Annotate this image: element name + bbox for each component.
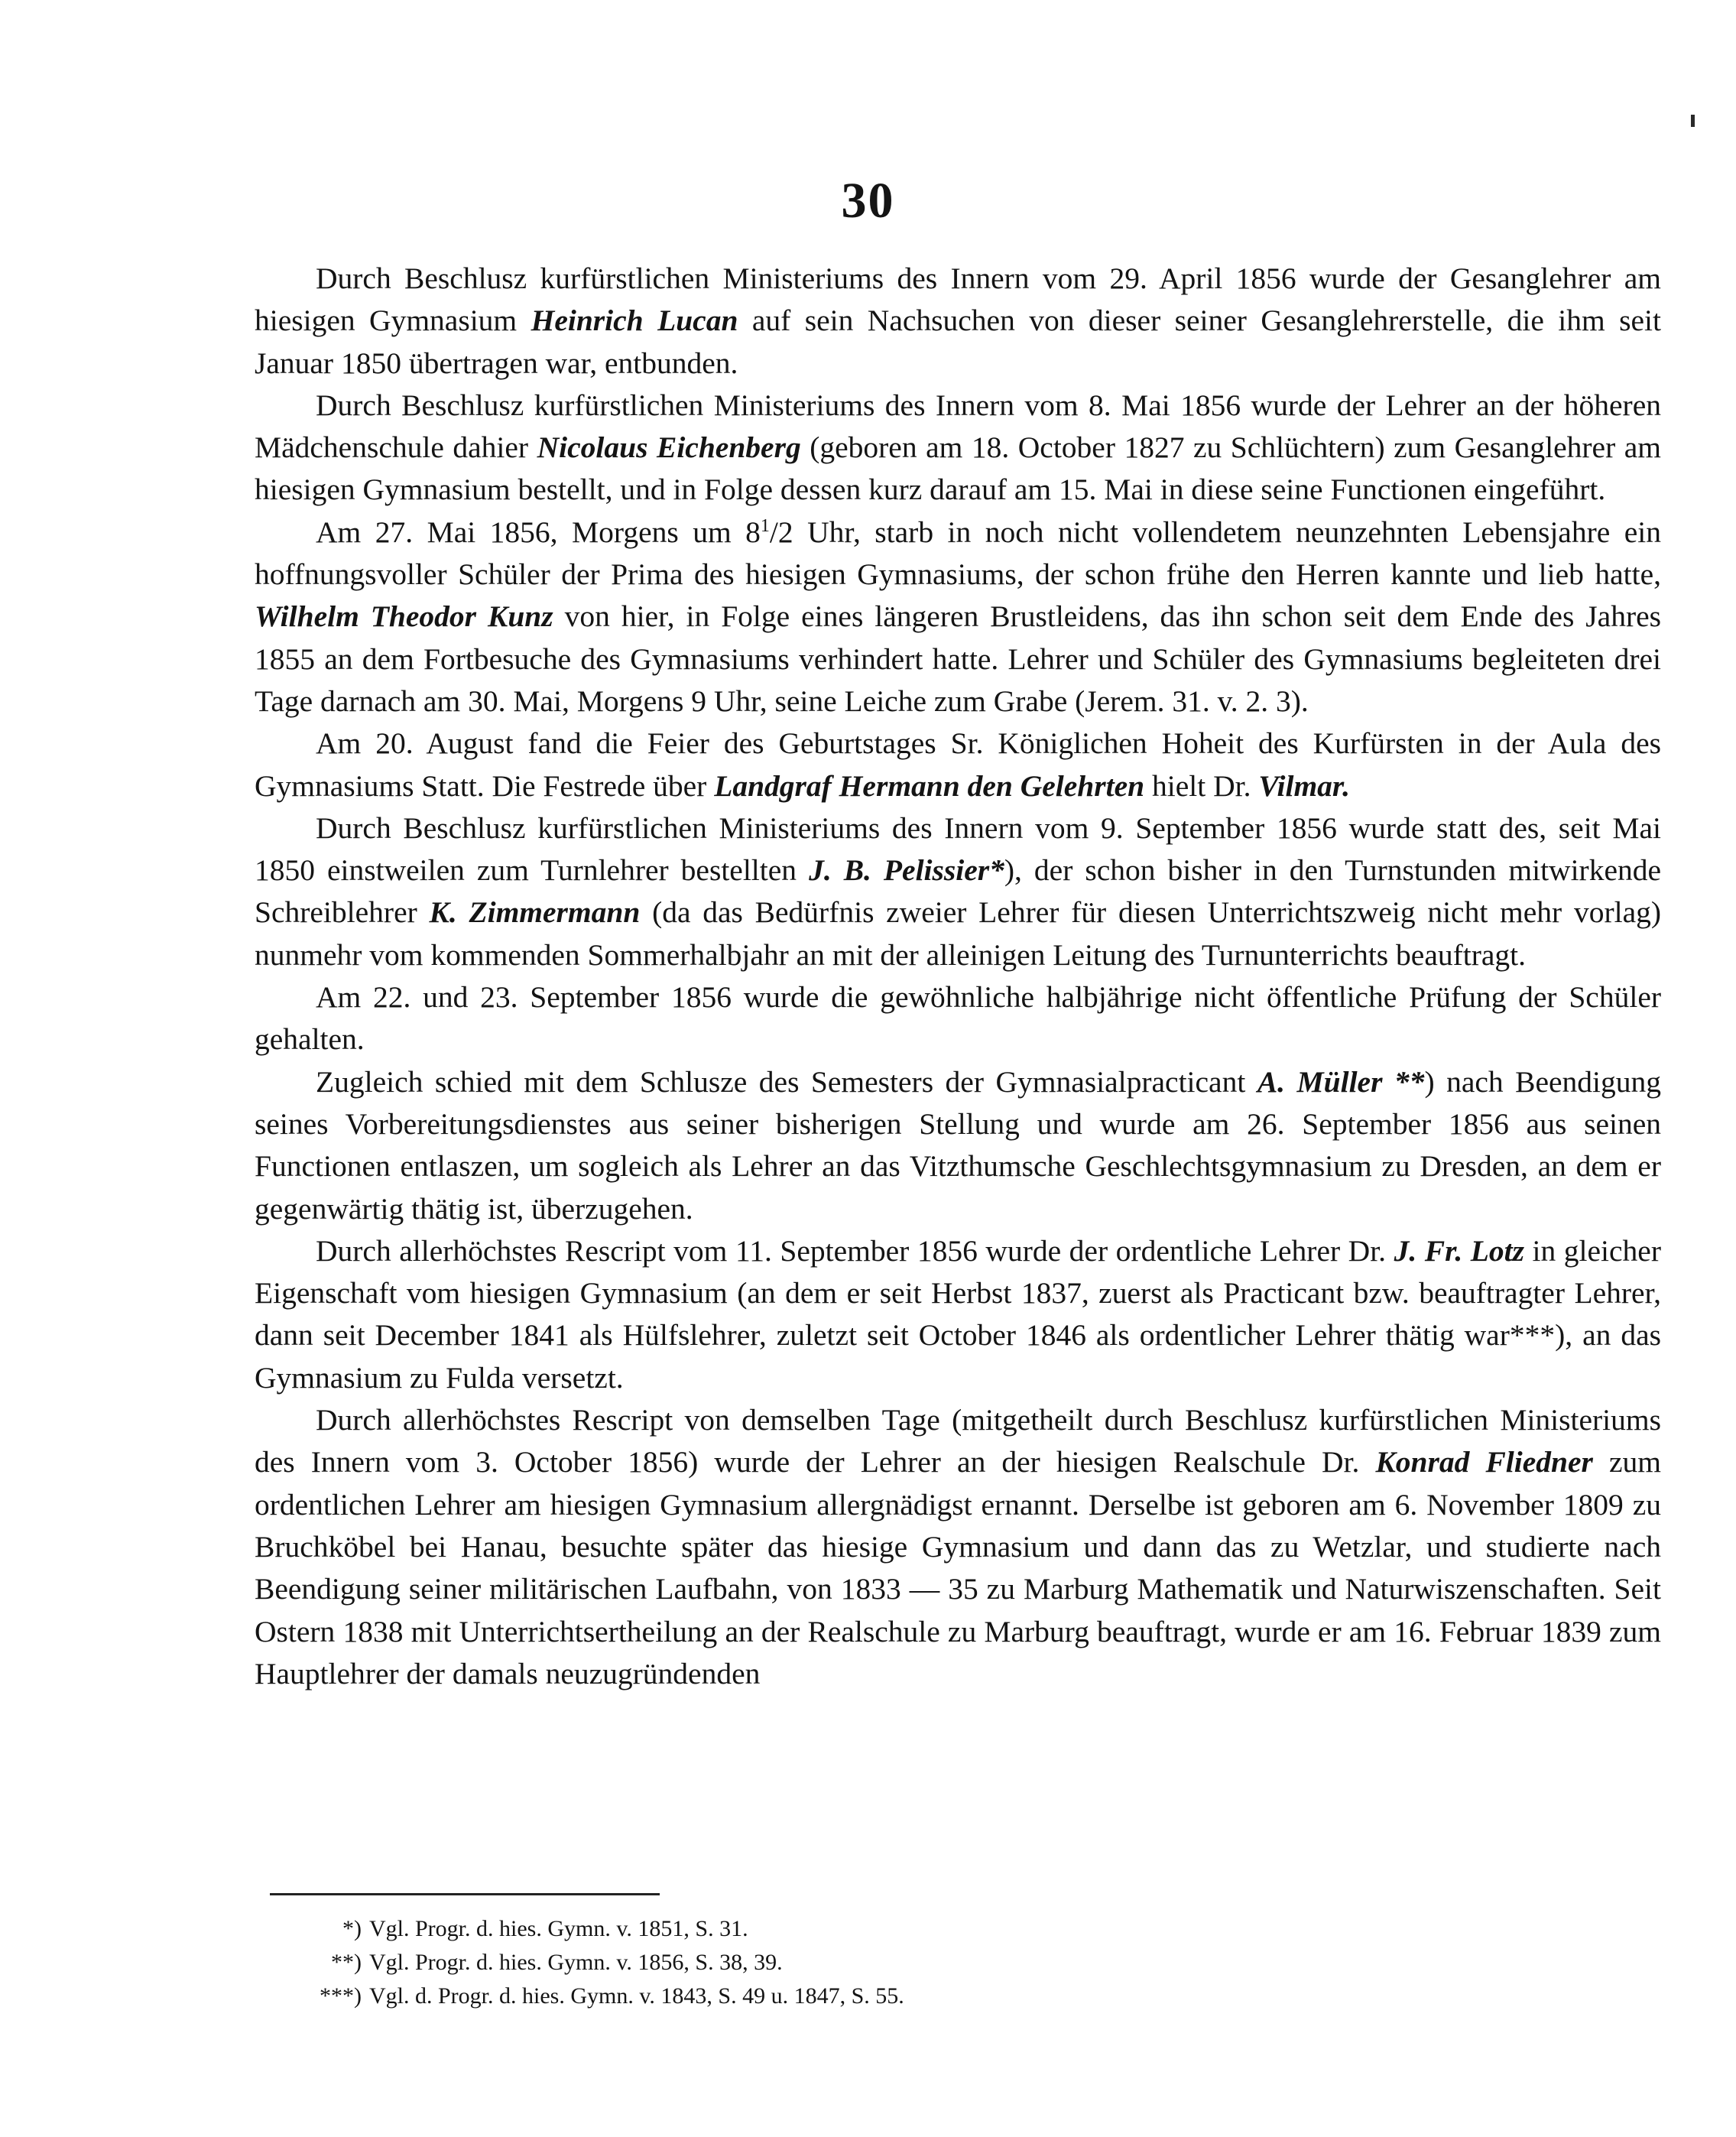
name-pelissier: J. B. Pelissier*: [809, 853, 1004, 888]
footnote-rule: [270, 1893, 660, 1895]
footnote: **) Vgl. Progr. d. hies. Gymn. v. 1856, S. 38, 39.: [331, 1950, 783, 1975]
paragraph-geburtstag: Am 20. August fand die Feier des Geburtstages Sr. Königlichen Hoheit des Kurfürsten in der Aula des Gymnasiums Statt. Die Festrede über Landgraf Hermann den Gelehrten hielt Dr. Vilmar.: [255, 726, 1661, 803]
paragraph-eichenberg: Durch Beschlusz kurfürstlichen Ministeriums des Innern vom 8. Mai 1856 wurde der Lehrer an der höheren Mädchenschule dahier Nicolaus Eichenberg (geboren am 18. October 1827 zu Schlüchtern) zum Gesanglehrer am hiesigen Gymnasium bestellt, und in Folge dessen kurz darauf am 15. Mai in diese seine Functionen eingeführt.: [255, 388, 1661, 507]
paragraph-kunz: Am 27. Mai 1856, Morgens um $8^1/2$ Uhr, starb in noch nicht vollendetem neunzehnten Lebensjahre ein hoffnungsvoller Schüler der Prima des hiesigen Gymnasiums, der schon frühe den Herren kannte und lieb hatte, Wilhelm Theodor Kunz von hier, in Folge eines längeren Brustleidens, das ihn schon seit dem Ende des Jahres 1855 an dem Fortbesuche des Gymnasiums verhindert hatte. Lehrer und Schüler des Gymnasiums begleiteten drei Tage darnach am 30. Mai, Morgens 9 Uhr, seine Leiche zum Grabe (Jerem. 31. v. 2. 3).: [255, 515, 1661, 718]
page-number: 30: [841, 173, 895, 229]
name-kunz: Wilhelm Theodor Kunz: [255, 599, 553, 634]
paragraph-mueller: Zugleich schied mit dem Schlusze des Semesters der Gymnasialpracticant A. Müller **) nach Beendigung seines Vorbereitungsdienstes aus seiner bisherigen Stellung und wurde am 26. September 1856 aus seinen Functionen entlaszen, um sogleich als Lehrer an das Vitzthumsche Geschlechtsgymnasium zu Dresden, an dem er gegenwärtig thätig ist, überzugehen.: [255, 1064, 1661, 1226]
paragraph-lotz: Durch allerhöchstes Rescript vom 11. September 1856 wurde der ordentliche Lehrer Dr. J. Fr. Lotz in gleicher Eigenschaft vom hiesigen Gymnasium (an dem er seit Herbst 1837, zuerst als Practicant bzw. beauftragter Lehrer, dann seit December 1841 als Hülfslehrer, zuletzt seit October 1846 als ordentlicher Lehrer thätig war***), an das Gymnasium zu Fulda versetzt.: [255, 1233, 1661, 1395]
name-mueller: A. Müller **: [1257, 1064, 1425, 1099]
footnote: ***) Vgl. d. Progr. d. hies. Gymn. v. 1843, S. 49 u. 1847, S. 55.: [320, 1983, 904, 2009]
body-text: [255, 258, 1661, 1695]
margin-mark: [1691, 115, 1695, 127]
name-eichenberg: Nicolaus Eichenberg: [537, 430, 801, 465]
paragraph-turnlehrer: Durch Beschlusz kurfürstlichen Ministeriums des Innern vom 9. September 1856 wurde statt des, seit Mai 1850 einstweilen zum Turnlehrer bestellten J. B. Pelissier*), der schon bisher in den Turnstunden mitwirkende Schreiblehrer K. Zimmermann (da das Bedürfnis zweier Lehrer für diesen Unterrichtszweig nicht mehr vorlag) nunmehr vom kommenden Sommerhalbjahr an mit der alleinigen Leitung des Turnunterrichts beauftragt.: [255, 810, 1662, 972]
name-fliedner: Konrad Fliedner: [1375, 1445, 1593, 1479]
name-lotz: J. Fr. Lotz: [1394, 1233, 1524, 1268]
name-lucan: Heinrich Lucan: [531, 304, 738, 338]
footnote: *) Vgl. Progr. d. hies. Gymn. v. 1851, S. 31.: [342, 1916, 748, 1941]
name-zimmermann: K. Zimmermann: [429, 895, 641, 930]
paragraph-lucan: Durch Beschlusz kurfürstlichen Ministeriums des Innern vom 29. April 1856 wurde der Gesanglehrer am hiesigen Gymnasium Heinrich Lucan auf sein Nachsuchen von dieser seiner Gesanglehrerstelle, die ihm seit Januar 1850 übertragen war, entbunden.: [255, 261, 1662, 380]
paragraph-fliedner: Durch allerhöchstes Rescript von demselben Tage (mitgetheilt durch Beschlusz kurfürstlichen Ministeriums des Innern vom 3. October 1856) wurde der Lehrer an der hiesigen Realschule Dr. Konrad Fliedner zum ordentlichen Lehrer am hiesigen Gymnasium allergnädigst ernannt. Derselbe ist geboren am 6. November 1809 zu Bruchköbel bei Hanau, besuchte später das hiesige Gymnasium und dann das zu Wetzlar, und studierte nach Beendigung seiner militärischen Laufbahn, von 1833 — 35 zu Marburg Mathematik und Naturwiszenschaften. Seit Ostern 1838 mit Unterrichtsertheilung an der Realschule zu Marburg beauftragt, wurde er am 16. Februar 1839 zum Hauptlehrer der damals neuzugründenden: [255, 1403, 1662, 1690]
title-festrede: Landgraf Hermann den Gelehrten: [714, 768, 1145, 803]
name-vilmar: Vilmar.: [1258, 768, 1350, 803]
footnotes: [255, 1893, 1325, 2013]
paragraph-pruefung: Am 22. und 23. September 1856 wurde die gewöhnliche halbjährige nicht öffentliche Prüfung der Schüler gehalten.: [255, 980, 1661, 1057]
